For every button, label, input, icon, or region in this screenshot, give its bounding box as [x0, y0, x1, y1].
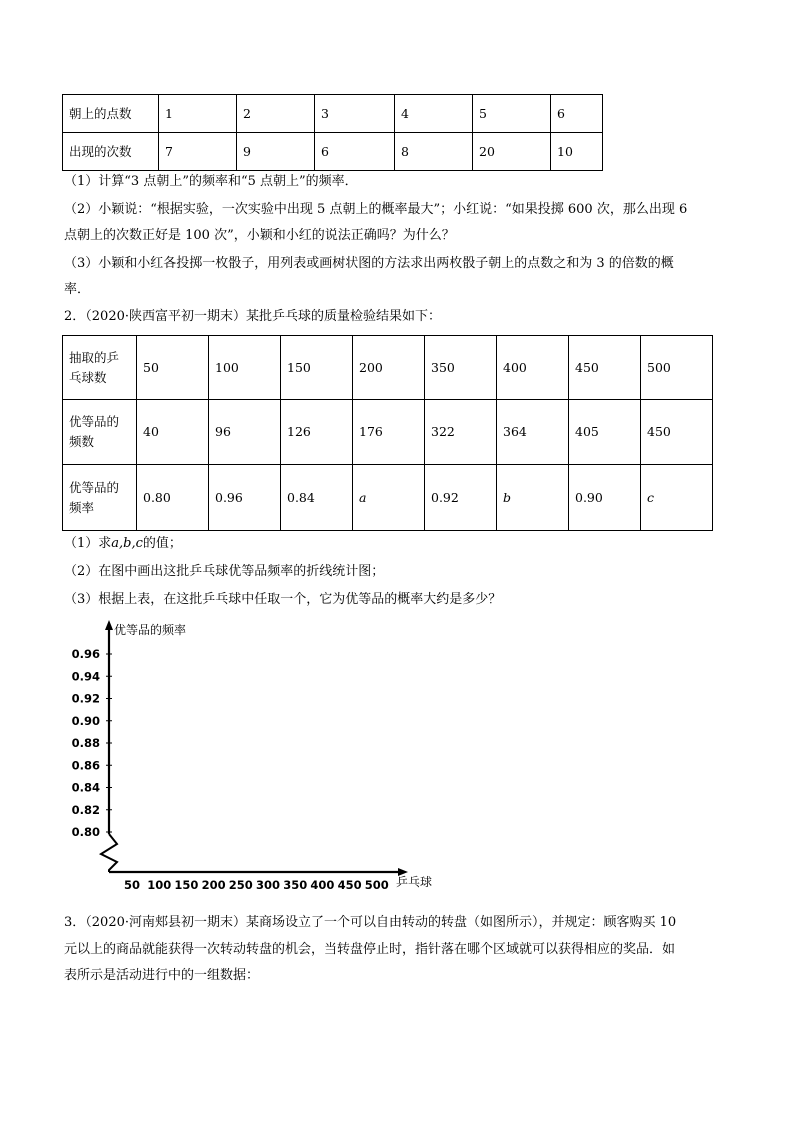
table-cell: a [353, 465, 425, 531]
q3-line3: 表所示是活动进行中的一组数据： [64, 968, 260, 983]
x-tick-label: 400 [310, 878, 335, 892]
table-cell: 0.90 [569, 465, 641, 531]
table-cell: 1 [159, 95, 237, 133]
table-cell: 0.96 [209, 465, 281, 531]
table-cell: 126 [281, 400, 353, 465]
table-cell: 500 [641, 336, 713, 400]
x-tick-label: 250 [228, 878, 253, 892]
y-tick-label: 0.96 [71, 647, 100, 661]
q3-line1: 3．（2020·河南郏县初一期末）某商场设立了一个可以自由转动的转盘（如图所示），并规定：顾客购买 10 [64, 915, 677, 930]
table-cell: 405 [569, 400, 641, 465]
q1-part3-line1: （3）小颖和小红各投掷一枚骰子，用列表或画树状图的方法求出两枚骰子朝上的点数之和为 3 的倍数的概 [64, 256, 674, 271]
x-tick-label: 100 [147, 878, 172, 892]
x-axis-label: 乒乓球 [396, 875, 433, 889]
table-cell: 5 [473, 95, 551, 133]
chart-axes [101, 620, 408, 876]
q2-part1-prefix: （1）求 [64, 536, 112, 551]
table-cell: 6 [551, 95, 603, 133]
row-header: 出现的次数 [63, 133, 159, 171]
table-cell: 20 [473, 133, 551, 171]
row-header [63, 336, 137, 400]
q2-part2: （2）在图中画出这批乒乓球优等品频率的折线统计图； [64, 564, 385, 579]
table-cell: 100 [209, 336, 281, 400]
table-cell: 0.84 [281, 465, 353, 531]
row-header [63, 400, 137, 465]
q1-part1: （1）计算“3 点朝上”的频率和“5 点朝上”的频率． [64, 174, 358, 189]
q1-part2-line2: 点朝上的次数正好是 100 次”，小颖和小红的说法正确吗？为什么？ [64, 228, 455, 243]
dice-table [62, 94, 603, 171]
row-header-line: 乓球数 [69, 369, 107, 385]
table-cell: 40 [137, 400, 209, 465]
x-tick-label: 200 [201, 878, 226, 892]
table-row [63, 95, 603, 133]
y-tick-label: 0.86 [71, 758, 100, 773]
row-header: 朝上的点数 [63, 95, 159, 133]
table-cell: 0.80 [137, 465, 209, 531]
y-tick-label: 0.92 [71, 691, 100, 706]
y-tick-label: 0.88 [71, 736, 100, 750]
x-tick-label: 450 [337, 878, 362, 892]
x-tick-label: 350 [283, 878, 308, 892]
q2-part3: （3）根据上表，在这批乒乓球中任取一个，它为优等品的概率大约是多少？ [64, 592, 502, 607]
q3-line2: 元以上的商品就能获得一次转动转盘的机会，当转盘停止时，指针落在哪个区域就可以获得相应的奖品．如 [64, 942, 676, 957]
y-tick-label: 0.90 [71, 713, 100, 728]
q1-part3-line2: 率． [64, 282, 91, 297]
table-cell: 3 [315, 95, 395, 133]
q2-part1 [64, 534, 182, 554]
table-cell: 150 [281, 336, 353, 400]
table-cell: b [497, 465, 569, 531]
table-row [63, 336, 713, 400]
y-axis-label: 优等品的频率 [114, 623, 187, 637]
q2-part1-suffix: 的值； [142, 536, 182, 551]
table-row [63, 133, 603, 171]
table-cell: 400 [497, 336, 569, 400]
row-header-line: 优等品的 [69, 414, 120, 429]
table-cell: 10 [551, 133, 603, 171]
q2-part1-vars: a,b,c [111, 536, 143, 551]
row-header-line: 频数 [69, 434, 95, 449]
table-cell: c [641, 465, 713, 531]
table-cell: 96 [209, 400, 281, 465]
y-tick-label: 0.82 [71, 802, 100, 817]
pingpong-table [62, 335, 713, 531]
row-header-line: 抽取的乒 [69, 349, 120, 365]
table-cell: 450 [641, 400, 713, 465]
table-cell: 200 [353, 336, 425, 400]
y-tick-label: 0.94 [71, 669, 100, 684]
table-cell: 9 [237, 133, 315, 171]
x-tick-label: 300 [255, 878, 281, 892]
table-cell: 350 [425, 336, 497, 400]
y-axis-arrow [105, 620, 113, 630]
table-cell: 322 [425, 400, 497, 465]
y-tick-label: 0.84 [71, 780, 100, 795]
frequency-chart [60, 618, 450, 894]
table-cell: 2 [237, 95, 315, 133]
axis-break-zigzag [101, 834, 117, 872]
y-tick-labels [72, 647, 112, 839]
row-header-line: 优等品的 [69, 479, 120, 495]
table-cell: 7 [159, 133, 237, 171]
table-cell: 8 [395, 133, 473, 171]
q1-part2-line1: （2）小颖说：“根据实验，一次实验中出现 5 点朝上的概率最大”；小红说：“如果投掷 600 次，那么出现 6 [64, 202, 688, 217]
x-tick-label: 500 [364, 878, 389, 892]
y-tick-label: 0.80 [71, 825, 100, 839]
x-tick-labels [124, 878, 389, 892]
table-cell: 50 [137, 336, 209, 400]
table-cell: 4 [395, 95, 473, 133]
row-header [63, 465, 137, 531]
q2-heading: 2．（2020·陕西富平初一期末）某批乒乓球的质量检验结果如下： [64, 309, 441, 324]
x-tick-label: 50 [123, 878, 141, 892]
table-row [63, 465, 713, 531]
row-header-line: 频率 [69, 499, 95, 515]
table-row [63, 400, 713, 465]
table-cell: 6 [315, 133, 395, 171]
table-cell: 0.92 [425, 465, 497, 531]
table-cell: 176 [353, 400, 425, 465]
table-cell: 450 [569, 336, 641, 400]
x-tick-label: 150 [174, 878, 199, 892]
table-cell: 364 [497, 400, 569, 465]
